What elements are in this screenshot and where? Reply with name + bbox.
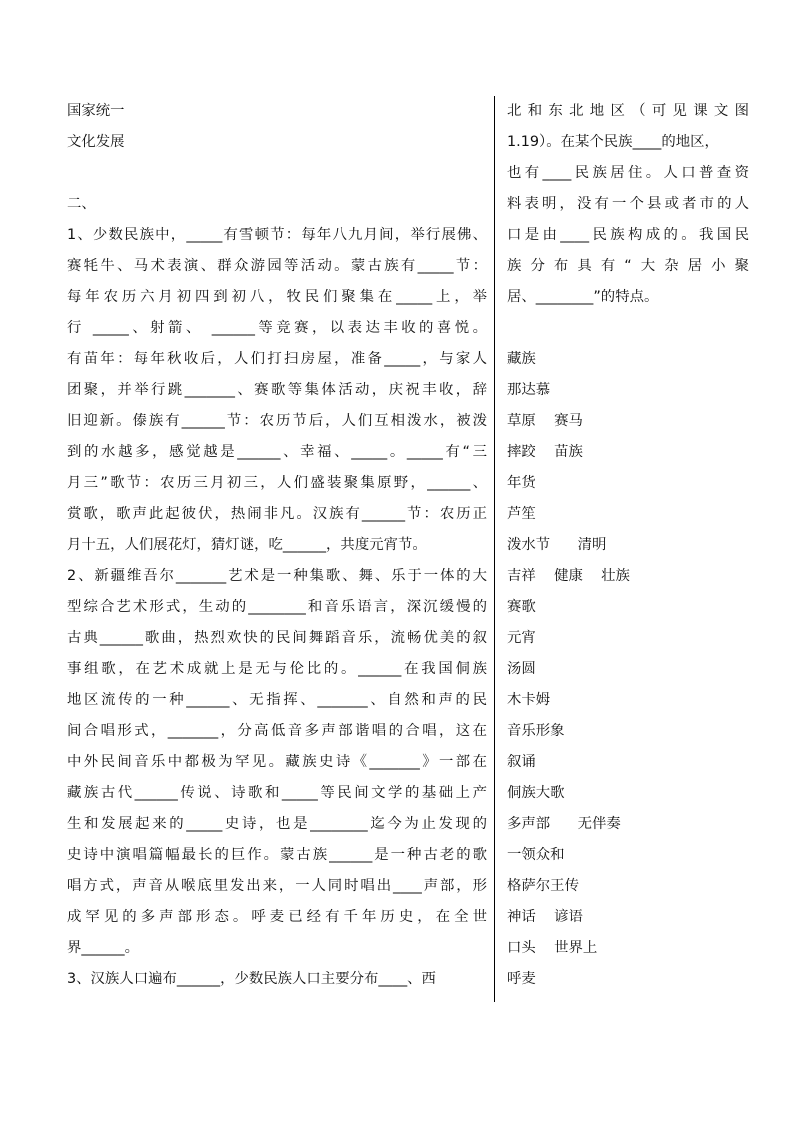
- text-line: 月十五，人们展花灯，猜灯谜，吃______，共度元宵节。: [67, 537, 427, 553]
- answer-keyword: 音乐形象: [507, 723, 565, 739]
- text-line: 型综合艺术形式，生动的________和音乐语言，深沉缓慢的: [67, 599, 487, 615]
- text-line: 二、: [67, 196, 96, 212]
- text-line: 行 _____、射箭、 ______等竞赛，以表达丰收的喜悦。: [67, 320, 487, 336]
- answer-keyword: 元宵: [507, 630, 536, 646]
- text-line: 史诗中演唱篇幅最长的巨作。蒙古族______是一种古老的歌: [67, 847, 487, 863]
- text-line: 2、新疆维吾尔_______艺术是一种集歌、舞、乐于一体的大: [67, 568, 487, 584]
- answer-keyword: 口头 世界上: [507, 940, 598, 956]
- answer-keyword: 侗族大歌: [507, 785, 565, 801]
- text-line: 有苗年：每年秋收后，人们打扫房屋，准备_____，与家人: [67, 351, 487, 367]
- answer-keyword: 多声部 无伴奏: [507, 816, 621, 832]
- text-line: 藏族古代______传说、诗歌和_____等民间文学的基础上产: [67, 785, 487, 801]
- text-line: 口是由____民族构成的。我国民: [507, 227, 749, 243]
- text-line: 也有____民族居住。人口普查资: [507, 165, 749, 181]
- text-line: 到的水越多，感觉越是______、幸福、_____。_____有“三: [67, 444, 487, 460]
- text-line: 月三”歌节：农历三月初三，人们盛装聚集原野，______、: [67, 475, 487, 491]
- answer-keyword: 芦笙: [507, 506, 536, 522]
- right-column: [507, 96, 749, 995]
- text-line: 中外民间音乐中都极为罕见。藏族史诗《_______》一部在: [67, 754, 487, 770]
- answer-keyword: 木卡姆: [507, 692, 551, 708]
- text-line: 料表明，没有一个县或者市的人: [507, 196, 749, 212]
- text-line: 生和发展起来的_____史诗，也是________迄今为止发现的: [67, 816, 487, 832]
- text-line: 1、少数民族中，_____有雪顿节：每年八九月间，举行展佛、: [67, 227, 487, 243]
- text-line: 赏歌，歌声此起彼伏，热闹非凡。汉族有______节：农历正: [67, 506, 487, 522]
- text-line: 国家统一: [67, 103, 125, 119]
- text-line: 北和东北地区（可见课文图: [507, 103, 749, 119]
- answer-keyword: 一领众和: [507, 847, 565, 863]
- answer-keyword: 格萨尔王传: [507, 878, 579, 894]
- answer-keyword: 赛歌: [507, 599, 536, 615]
- text-line: 唱方式，声音从喉底里发出来，一人同时唱出____声部，形: [67, 878, 487, 894]
- column-divider: [494, 96, 495, 1002]
- text-line: 成罕见的多声部形态。呼麦已经有千年历史，在全世: [67, 909, 487, 925]
- answer-keyword: 呼麦: [507, 971, 536, 987]
- answer-keyword: 摔跤 苗族: [507, 444, 583, 460]
- answer-keyword: 泼水节 清明: [507, 537, 607, 553]
- spacer: [507, 313, 749, 344]
- text-line: 旧迎新。傣族有______节：农历节后，人们互相泼水，被泼: [67, 413, 487, 429]
- text-line: 事组歌，在艺术成就上是无与伦比的。______在我国侗族: [67, 661, 487, 677]
- text-line: 1.19）。在某个民族____的地区，: [507, 134, 719, 150]
- text-line: 团聚，并举行跳_______、赛歌等集体活动，庆祝丰收，辞: [67, 382, 487, 398]
- answer-keyword: 年货: [507, 475, 536, 491]
- text-line: 每年农历六月初四到初八，牧民们聚集在_____上，举: [67, 289, 487, 305]
- text-line: 文化发展: [67, 134, 125, 150]
- text-line: 族分布具有“大杂居小聚: [507, 258, 749, 274]
- text-line: 古典______歌曲，热烈欢快的民间舞蹈音乐，流畅优美的叙: [67, 630, 487, 646]
- text-line: 赛牦牛、马术表演、群众游园等活动。蒙古族有_____节：: [67, 258, 487, 274]
- answer-keyword: 藏族: [507, 351, 536, 367]
- answer-keyword: 汤圆: [507, 661, 536, 677]
- answer-keyword-list: [507, 344, 749, 995]
- text-line: 地区流传的一种______、无指挥、_______、自然和声的民: [67, 692, 487, 708]
- answer-keyword: 叙诵: [507, 754, 536, 770]
- right-column-text: [507, 96, 749, 313]
- spacer: [67, 158, 487, 189]
- text-line: 居、________”的特点。: [507, 289, 659, 305]
- answer-keyword: 草原 赛马: [507, 413, 583, 429]
- answer-keyword: 吉祥 健康 壮族: [507, 568, 630, 584]
- text-line: 界______。: [67, 940, 139, 956]
- answer-keyword: 那达慕: [507, 382, 551, 398]
- left-column: [67, 96, 487, 995]
- text-line: 间合唱形式，_______，分高低音多声部谐唱的合唱，这在: [67, 723, 487, 739]
- text-line: 3、汉族人口遍布______，少数民族人口主要分布____、西: [67, 971, 436, 987]
- answer-keyword: 神话 谚语: [507, 909, 583, 925]
